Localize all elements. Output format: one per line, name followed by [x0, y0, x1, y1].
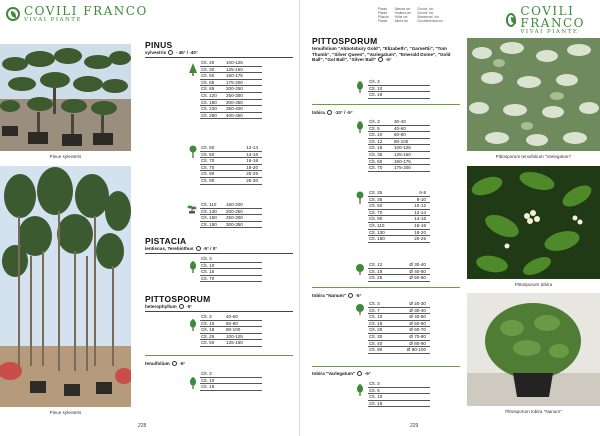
size-value: Ø 90-100 [406, 347, 426, 353]
container-size: Clt. 35 [369, 151, 383, 157]
table-row [368, 216, 430, 223]
container-size: Clt. 3 [201, 256, 212, 261]
table-row [368, 159, 430, 166]
size-value: 100-125 [226, 333, 243, 339]
photo-pinus-sylvestris-2 [0, 166, 131, 407]
legend-left [378, 7, 443, 23]
size-value: 12-14 [414, 209, 426, 215]
shrub-icon [188, 318, 198, 332]
page-number-right: 229 [410, 423, 419, 429]
table-row [200, 334, 262, 341]
title-pittosporum: PITTOSPORUM [312, 36, 378, 46]
shrub-icon [355, 383, 365, 397]
size-value: 150-175 [226, 73, 243, 79]
size-value: 350-400 [226, 106, 243, 112]
shrub-icon [355, 80, 365, 94]
size-value: 300-350 [226, 221, 243, 227]
size-value [394, 92, 430, 98]
subtitle-tobira-variegatum: tobira "Variegatum" -5° [312, 371, 371, 376]
container-size: Clt. 130 [369, 229, 385, 235]
container-size: Clt. 3 [369, 301, 380, 306]
divider-green [312, 366, 460, 367]
table-row [368, 314, 430, 321]
photo-tenuifolium-variegatum [467, 38, 600, 151]
table-row [200, 378, 262, 385]
legend-term: Höhe cm [394, 15, 408, 19]
size-value [394, 394, 430, 400]
size-table-tobira-variegatum [368, 381, 430, 407]
container-size: Clt. 40 [369, 340, 383, 346]
table-row [200, 145, 262, 152]
size-value: 125-150 [394, 151, 411, 157]
container-size: Clt. 18 [369, 145, 383, 151]
container-size: Clt. 5 [369, 125, 380, 131]
size-value: 18-20 [246, 164, 258, 170]
size-value: Ø 40-50 [409, 268, 426, 274]
container-size: Clt. 150 [369, 236, 385, 242]
container-size: Clt. 10 [369, 394, 383, 400]
table-row [200, 384, 262, 391]
size-value: Ø 30-40 [409, 262, 426, 267]
table-row [368, 308, 430, 315]
size-table-pinus-2 [200, 145, 262, 185]
size-table-tobira-1 [368, 119, 430, 172]
size-value: 8-10 [416, 196, 426, 202]
bonsai-pot-icon [187, 205, 197, 214]
container-size: Clt. 50 [201, 73, 215, 79]
table-row [368, 126, 430, 133]
container-size: Clt. 25 [201, 60, 215, 65]
size-value: Ø 70-80 [409, 333, 426, 339]
table-row [200, 171, 262, 178]
brand-sub: VIVAI PIANTE [520, 29, 579, 35]
ball-shrub-icon [355, 262, 365, 276]
container-size: Clt. 25 [201, 333, 215, 339]
size-table-pinus-1 [200, 60, 262, 119]
table-row [200, 269, 262, 276]
size-value: Ø 50-60 [409, 320, 426, 326]
size-value: Ø 60-70 [409, 327, 426, 333]
container-size: Clt. 3 [369, 381, 380, 386]
size-value: 200-250 [226, 208, 243, 214]
size-table-pittosporum-tenuifolium [200, 371, 262, 391]
brand-sub: VIVAI PIANTE [24, 17, 82, 23]
table-row [368, 139, 430, 146]
size-value: 14-16 [414, 216, 426, 222]
size-value: 100-125 [394, 145, 411, 151]
size-table-tenuifolium [368, 79, 430, 99]
size-value [226, 276, 262, 282]
container-size: Clt. 180 [201, 99, 217, 105]
divider-green [312, 287, 460, 288]
sun-icon [179, 304, 184, 309]
size-table-tobira-3 [368, 262, 430, 282]
size-value: 10-12 [414, 203, 426, 209]
container-size: Clt. 12 [369, 262, 383, 267]
standard-tree-icon [188, 145, 198, 159]
subtitle-tobira-nanum: tobira "Nanum" -5° [312, 293, 362, 298]
size-value: Ø 50-60 [409, 275, 426, 281]
table-row [200, 152, 262, 159]
table-row [200, 60, 262, 67]
sun-icon [378, 57, 383, 62]
container-size: Clt. 18 [369, 400, 383, 406]
size-table-pistacia [200, 256, 262, 282]
container-size: Clt. 5 [369, 387, 380, 393]
container-size: Clt. 30 [369, 333, 383, 339]
table-row [368, 401, 430, 408]
container-size: Clt. 110 [369, 222, 385, 228]
subtitle-tobira: tobira -10° / -5° [312, 110, 353, 115]
container-size: Clt. 25 [369, 190, 383, 195]
page-number-left: 228 [138, 423, 147, 429]
container-size: Clt. 50 [201, 340, 215, 346]
shrub-icon [355, 120, 365, 134]
size-value: Ø 80-90 [409, 340, 426, 346]
size-value: 40-60 [226, 314, 238, 319]
container-size: Clt. 15 [201, 269, 215, 275]
container-size: Clt. 3 [201, 371, 212, 376]
shrub-icon [188, 260, 198, 274]
size-value: 300-350 [226, 99, 243, 105]
table-row [200, 158, 262, 165]
container-size: Clt. 7 [369, 307, 380, 313]
legend-term: Altezza cm [394, 7, 411, 11]
size-value [226, 384, 262, 390]
legend-term: Circonf. cm [417, 7, 434, 11]
container-size: Clt. 18 [201, 327, 215, 333]
brand-logo [506, 5, 600, 35]
brand-logo [6, 5, 148, 23]
size-value [226, 263, 262, 269]
size-value: 16-18 [414, 222, 426, 228]
size-value: 20-25 [414, 236, 426, 242]
brand-name: COVILI FRANCO [24, 4, 148, 18]
size-value: 14-16 [246, 151, 258, 157]
caption-photo-1: Pinus sylvestris [49, 154, 82, 159]
legend-term: Planta [378, 19, 388, 23]
container-size: Clt. 220 [201, 106, 217, 112]
size-value: 150-175 [394, 158, 411, 164]
size-value: Ø 40-50 [409, 314, 426, 320]
sun-icon [357, 371, 362, 376]
size-value: 6-8 [419, 190, 426, 195]
subtitle-tenuifolium: tenuifolium -5° [145, 361, 186, 366]
right-page [300, 0, 600, 436]
cone-tree-icon [188, 63, 198, 77]
caption-photo-2: Pittosporum tobira [514, 282, 553, 287]
container-size: Clt. 110 [201, 202, 217, 207]
photo-tobira-nanum [467, 293, 600, 406]
container-size: Clt. 150 [201, 215, 217, 221]
table-row [200, 327, 262, 334]
container-size: Clt. 70 [369, 165, 383, 171]
container-size: Clt. 85 [201, 86, 215, 92]
container-size: Clt. 90 [369, 216, 383, 222]
table-row [200, 100, 262, 107]
legend-term: Circonf. cm [417, 11, 434, 15]
size-value: 20-25 [246, 171, 258, 177]
table-row [368, 321, 430, 328]
size-value [226, 378, 262, 384]
subtitle-pistacia: lentiscus, Terebinthus -5° / 0° [145, 246, 218, 251]
divider [145, 311, 293, 312]
size-value: 200-250 [226, 86, 243, 92]
table-row [200, 256, 262, 263]
container-size: Clt. 90 [201, 177, 215, 183]
container-size: Clt. 90 [369, 347, 383, 353]
size-value: 175-200 [226, 79, 243, 85]
table-row [368, 269, 430, 276]
container-size: Clt. 18 [369, 320, 383, 326]
size-value: 60-80 [394, 132, 406, 138]
table-row [368, 236, 430, 243]
caption-photo-2: Pinus sylvestris [49, 410, 82, 415]
size-value: 25-30 [246, 177, 258, 183]
caption-photo-3: Pittosporum tobira "Nanum" [505, 409, 562, 414]
table-row [368, 190, 430, 197]
table-row [200, 202, 262, 209]
container-size: Clt. 90 [201, 171, 215, 177]
size-value: 30-40 [394, 119, 406, 124]
divider [145, 253, 293, 254]
table-row [200, 73, 262, 80]
size-value: 250-300 [226, 215, 243, 221]
table-row [200, 165, 262, 172]
container-size: Clt. 50 [201, 151, 215, 157]
size-table-pittosporum-heterophyllum [200, 314, 262, 347]
legend-term: Circunferencia cm [417, 19, 443, 23]
table-row [368, 275, 430, 282]
size-value: 125-150 [226, 340, 243, 346]
size-value [226, 256, 262, 262]
leaf-logo-icon [506, 13, 516, 27]
container-size: Clt. 3 [369, 79, 380, 84]
table-row [368, 152, 430, 159]
container-size: Clt. 12 [369, 138, 383, 144]
legend-term: Pflanze [378, 15, 389, 19]
table-row [368, 334, 430, 341]
table-row [368, 301, 430, 308]
size-table-pinus-3 [200, 202, 262, 228]
container-size: Clt. 50 [369, 158, 383, 164]
size-value: 12-14 [246, 145, 258, 150]
size-value: 125-150 [226, 66, 243, 72]
table-row [368, 197, 430, 204]
table-row [368, 119, 430, 126]
size-value: 60-80 [226, 320, 238, 326]
container-size: Clt. 10 [369, 132, 383, 138]
sun-icon [196, 246, 201, 251]
ball-shrub-icon [355, 302, 365, 316]
container-size: Clt. 180 [201, 221, 217, 227]
container-size: Clt. 25 [369, 275, 383, 281]
table-row [368, 262, 430, 269]
container-size: Clt. 10 [369, 314, 383, 320]
table-row [368, 394, 430, 401]
leaf-logo-icon [6, 7, 20, 21]
container-size: Clt. 18 [369, 92, 383, 98]
table-row [200, 80, 262, 87]
table-row [200, 113, 262, 120]
table-row [200, 321, 262, 328]
container-size: Clt. 10 [201, 262, 215, 268]
sun-icon [348, 293, 353, 298]
table-row [200, 215, 262, 222]
container-size: Clt. 30 [201, 66, 215, 72]
table-row [368, 388, 430, 395]
photo-pinus-sylvestris-1 [0, 44, 131, 151]
sun-icon [168, 50, 173, 55]
size-value: Ø 20-30 [409, 301, 426, 306]
table-row [368, 132, 430, 139]
table-row [368, 92, 430, 99]
size-value [394, 388, 430, 394]
size-value [226, 371, 262, 377]
size-value [394, 401, 430, 407]
container-size: Clt. 35 [369, 196, 383, 202]
table-row [200, 263, 262, 270]
table-row [200, 371, 262, 378]
size-value [394, 79, 430, 85]
size-value: 250-300 [226, 92, 243, 98]
table-row [200, 86, 262, 93]
table-row [200, 209, 262, 216]
subtitle-pittosporum: heterophyllum -5° [145, 304, 193, 309]
table-row [200, 314, 262, 321]
legend-term: Altura cm [394, 19, 409, 23]
table-row [368, 347, 430, 354]
size-value: 150-200 [226, 202, 243, 207]
size-value: 80-100 [394, 138, 409, 144]
table-row [368, 230, 430, 237]
size-value: 40-60 [394, 125, 406, 131]
caption-photo-1: Pittosporum tenuifolium "Variegatum" [495, 154, 572, 159]
divider-green [145, 355, 293, 356]
size-value: 100-125 [226, 60, 243, 65]
table-row [200, 222, 262, 229]
table-row [368, 341, 430, 348]
sun-icon [327, 110, 332, 115]
table-row [368, 203, 430, 210]
container-size: Clt. 10 [201, 377, 215, 383]
title-pinus: PINUS [145, 40, 173, 50]
table-row [200, 340, 262, 347]
table-row [368, 145, 430, 152]
legend-term: Plante [378, 11, 388, 15]
container-size: Clt. 70 [369, 209, 383, 215]
subtitle-pinus: sylvestris - 45° / -40° [145, 50, 198, 55]
table-row [368, 86, 430, 93]
divider-green [312, 104, 460, 105]
size-value [226, 269, 262, 275]
shrub-icon [188, 376, 198, 390]
size-value: 400-450 [226, 112, 243, 118]
container-size: Clt. 65 [201, 79, 215, 85]
container-size: Clt. 280 [201, 112, 217, 118]
size-value [394, 86, 430, 92]
table-row [368, 210, 430, 217]
table-row [368, 79, 430, 86]
table-row [368, 381, 430, 388]
size-value: 18-20 [414, 229, 426, 235]
table-row [368, 165, 430, 172]
container-size: Clt. 130 [201, 208, 217, 214]
table-row [368, 223, 430, 230]
legend-term: Hauteur cm [394, 11, 412, 15]
size-value [394, 381, 430, 387]
table-row [368, 327, 430, 334]
title-pittosporum: PITTOSPORUM [145, 294, 211, 304]
size-value: 175-200 [394, 165, 411, 171]
container-size: Clt. 50 [201, 145, 215, 150]
container-size: Clt. 120 [201, 92, 217, 98]
size-value: 80-100 [226, 327, 241, 333]
photo-tobira [467, 166, 600, 279]
size-value: 16-18 [246, 158, 258, 164]
table-row [200, 178, 262, 185]
standard-tree-icon [355, 191, 365, 205]
container-size: Clt. 3 [201, 314, 212, 319]
table-row [200, 276, 262, 283]
container-size: Clt. 10 [201, 320, 215, 326]
sun-icon [172, 361, 177, 366]
legend-term: Stammumf. cm [417, 15, 439, 19]
container-size: Clt. 50 [369, 203, 383, 209]
size-table-tobira-2 [368, 190, 430, 243]
size-value: Ø 30-40 [409, 307, 426, 313]
container-size: Clt. 18 [369, 268, 383, 274]
table-row [200, 106, 262, 113]
container-size: Clt. 70 [201, 158, 215, 164]
table-row [200, 93, 262, 100]
container-size: Clt. 25 [369, 327, 383, 333]
container-size: Clt. 70 [201, 275, 215, 281]
container-size: Clt. 18 [201, 384, 215, 390]
brand-name: COVILI FRANCO [520, 4, 585, 30]
divider [145, 57, 293, 58]
size-table-tobira-nanum [368, 301, 430, 354]
subtitle-tenuifolium-varieties: tenuifolium "Abbotsbury Gold", "Elizabeth", "Garnettii", "Tom Thumb", "Silver Queen", "Variegatum", "Emerald Dome", "Gold Ball", "Gol Ball", "Silver Ball" -5° [312, 46, 451, 63]
container-size: Clt. 10 [369, 85, 383, 91]
container-size: Clt. 70 [201, 164, 215, 170]
table-row [200, 67, 262, 74]
container-size: Clt. 3 [369, 119, 380, 124]
legend-term: Pianta [378, 7, 388, 11]
title-pistacia: PISTACIA [145, 236, 187, 246]
